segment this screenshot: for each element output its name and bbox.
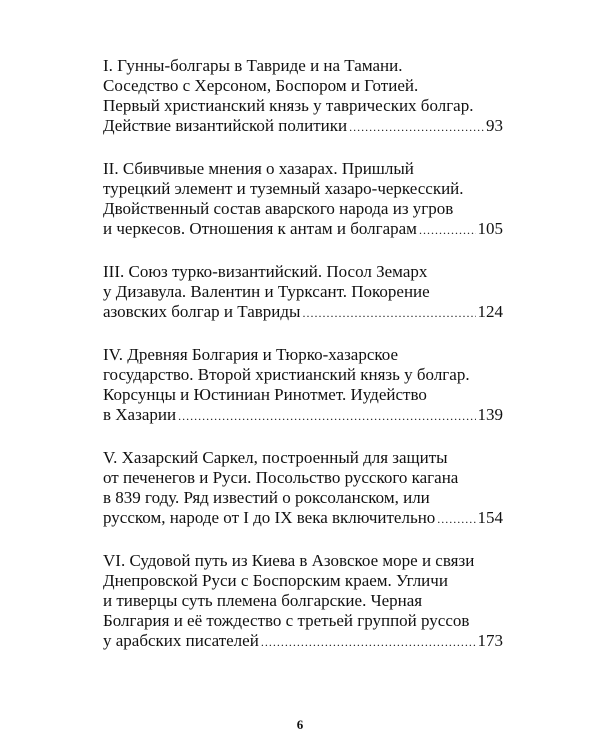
- entry-line: IV. Древняя Болгария и Тюрко-хазарское: [103, 345, 399, 364]
- entry-last-line: [103, 405, 503, 426]
- dot-leader: [419, 220, 476, 240]
- entry-line: Первый христианский князь у таврических болгар.: [103, 96, 474, 115]
- page-number: 105: [477, 219, 503, 238]
- entry-line: государство. Второй христианский князь у болгар.: [103, 365, 470, 384]
- table-of-contents: [103, 56, 503, 674]
- entry-line: Соседство с Херсоном, Боспором и Готией.: [103, 76, 419, 95]
- entry-last-line: [103, 116, 503, 137]
- page-folio: 6: [296, 717, 304, 732]
- toc-entry-1: [103, 56, 503, 137]
- entry-line: и тиверцы суть племена болгарские. Черная: [103, 591, 423, 610]
- toc-entry-6: [103, 551, 503, 652]
- entry-line: I. Гунны-болгары в Тавриде и на Тамани.: [103, 56, 403, 75]
- page-number: 93: [486, 116, 503, 135]
- entry-line: у арабских писателей: [103, 631, 259, 650]
- entry-last-line: [103, 302, 503, 323]
- entry-line: Двойственный состав аварского народа из угров: [103, 199, 454, 218]
- entry-line: Днепровской Руси с Боспорским краем. Угличи: [103, 571, 448, 590]
- dot-leader: [437, 509, 475, 529]
- page-number: 154: [477, 508, 503, 527]
- entry-line: от печенегов и Руси. Посольство русского кагана: [103, 468, 459, 487]
- page-number: 173: [477, 631, 503, 650]
- dot-leader: [349, 117, 484, 137]
- entry-line: II. Сбивчивые мнения о хазарах. Пришлый: [103, 159, 414, 178]
- page-number: 139: [477, 405, 503, 424]
- entry-line: турецкий элемент и туземный хазаро-черкесский.: [103, 179, 464, 198]
- page-number: 124: [477, 302, 503, 321]
- toc-entry-2: [103, 159, 503, 240]
- entry-line: русском, народе от I до IX века включительно: [103, 508, 436, 527]
- entry-line: в 839 году. Ряд известий о роксоланском, или: [103, 488, 430, 507]
- dot-leader: [178, 406, 475, 426]
- entry-last-line: [103, 219, 503, 240]
- dot-leader: [261, 632, 476, 652]
- entry-line: Корсунцы и Юстиниан Ринотмет. Иудейство: [103, 385, 427, 404]
- toc-entry-3: [103, 262, 503, 323]
- entry-last-line: [103, 508, 503, 529]
- toc-entry-4: [103, 345, 503, 426]
- entry-last-line: [103, 631, 503, 652]
- entry-line: Болгария и её тождество с третьей группой руссов: [103, 611, 470, 630]
- entry-line: III. Союз турко-византийский. Посол Земарх: [103, 262, 428, 281]
- entry-line: и черкесов. Отношения к антам и болгарам: [103, 219, 417, 238]
- entry-line: V. Хазарский Саркел, построенный для защиты: [103, 448, 448, 467]
- entry-line: Действие византийской политики: [103, 116, 348, 135]
- entry-line: азовских болгар и Тавриды: [103, 302, 301, 321]
- entry-line: в Хазарии: [103, 405, 177, 424]
- toc-entry-5: [103, 448, 503, 529]
- entry-line: у Дизавула. Валентин и Турксант. Покорение: [103, 282, 430, 301]
- entry-line: VI. Судовой путь из Киева в Азовское море и связи: [103, 551, 475, 570]
- dot-leader: [302, 303, 475, 323]
